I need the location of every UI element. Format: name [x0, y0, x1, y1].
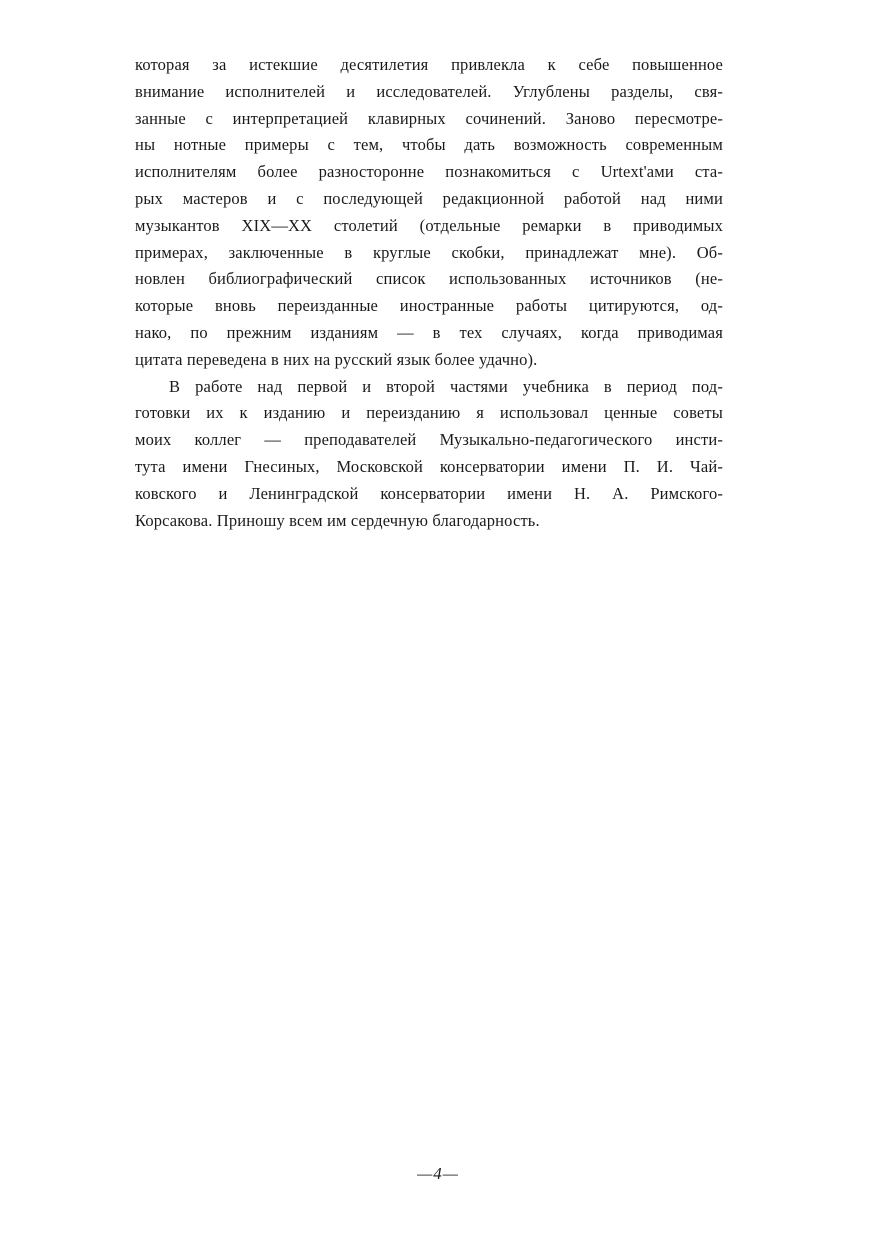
paragraph-1: [135, 52, 723, 374]
text-line: новлен библиографический список использованных источников (не-: [135, 269, 723, 289]
text-line: тута имени Гнесиных, Московской консерватории имени П. И. Чай-: [135, 456, 723, 476]
text-line: Корсакова. Приношу всем им сердечную благодарность.: [135, 510, 540, 530]
text-line: внимание исполнителей и исследователей. Углублены разделы, свя-: [135, 81, 723, 101]
page-body: [135, 52, 723, 534]
text-line: рых мастеров и с последующей редакционной работой над ними: [135, 188, 723, 208]
text-line: которая за истекшие десятилетия привлекла к себе повышенное: [135, 55, 723, 74]
text-line: исполнителям более разносторонне познакомиться с Urtext'ами ста-: [135, 162, 723, 182]
text-line: занные с интерпретацией клавирных сочинений. Заново пересмотре-: [135, 108, 723, 128]
text-line: примерах, заключенные в круглые скобки, принадлежат мне). Об-: [135, 242, 723, 262]
text-line: музыкантов XIX—XX столетий (отдельные ремарки в приводимых: [135, 215, 723, 235]
text-line: цитата переведена в них на русский язык более удачно).: [135, 349, 538, 369]
text-line: ны нотные примеры с тем, чтобы дать возможность современным: [135, 135, 723, 155]
text-line: В работе над первой и второй частями учебника в период под-: [169, 376, 723, 396]
text-line: ковского и Ленинградской консерватории имени Н. А. Римского-: [135, 483, 723, 503]
text-line: моих коллег — преподавателей Музыкально-педагогического инсти-: [135, 430, 723, 450]
text-line: нако, по прежним изданиям — в тех случаях, когда приводимая: [135, 322, 723, 342]
text-line: которые вновь переизданные иностранные работы цитируются, од-: [135, 296, 723, 316]
page-number: —4—: [417, 1164, 459, 1183]
text-line: готовки их к изданию и переизданию я использовал ценные советы: [135, 403, 723, 423]
paragraph-2: [135, 374, 723, 535]
